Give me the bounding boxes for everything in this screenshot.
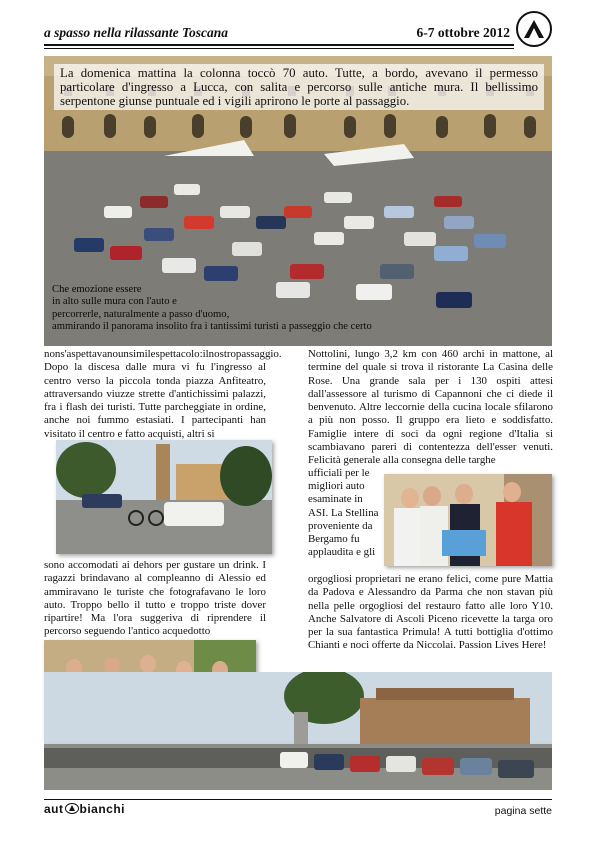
article-right-wrap: ufficiali per le migliori auto esaminate in ASI. La Stellina proveniente da Bergamo fu applaudita e gli	[308, 467, 379, 559]
hero-quote	[52, 284, 472, 333]
article-left-bottom: sono accomodati ai dehors per gustare un drink. I ragazzi brindavano al compleanno di Alessio ed ammiravano le turiste che fotografavano le loro auto. Troppo bello il tutto e troppo triste dover ripartire! Ma l'ora suggeriva di riprendere il percorso seguendo l'antico acquedotto	[44, 559, 266, 638]
issue-date: 6-7 ottobre 2012	[416, 25, 510, 40]
article-right-top: Nottolini, lungo 3,2 km con 460 archi in mattone, al termine del quale si trova il ristorante La Casina delle Rose. Una grande sala per i 130 ospiti attesi dall'assessore al turismo di Capannoni che ci diede il benvenuto. Altre leccornie della cucina locale sfilarono a più non posso. Il gruppo era lieto e soddisfatto. Famiglie intere di soci da ogni regione d'Italia si scambiavano pareri di contentezza dell'esser venuti. Felicità generale alla consegna delle targhe	[308, 348, 553, 467]
autobianchi-mark-icon	[65, 803, 79, 814]
page-header	[44, 22, 514, 44]
hero-quote-line: Che emozione essere	[52, 284, 142, 295]
header-rule-thin	[44, 48, 514, 49]
wide-rally-photo	[44, 672, 552, 790]
hero-photo	[44, 56, 552, 346]
article-left-top: nons'aspettavanounsimilespettacolo:ilnostropassaggio. Dopo la discesa dalle mura vi fu l'ingresso al centro verso la piccola tonda piazza Anfiteatro, attraversando viuzze strette d'antichissimi palazzi, fra i flash dei turisti. Tutte parcheggiate in ordine, anche noi fummo estasiati. I partecipanti han visitato il centro e fatto acquisti, altri si	[44, 348, 282, 440]
page-number-label: pagina sette	[494, 805, 552, 817]
street-photo	[56, 440, 272, 554]
header-rule-thick	[44, 44, 514, 46]
hero-quote-line: in alto sulle mura con l'auto e	[52, 296, 177, 308]
footer-brand-left: aut	[44, 802, 64, 816]
section-title: a spasso nella rilassante Toscana	[44, 25, 229, 40]
award-photo	[384, 474, 552, 566]
article-right-bottom: orgogliosi proprietari ne erano felici, come pure Mattia da Padova e Alessandro da Parma che non stavan più nella pelle orgogliosi del restauro fatto alle loro Y10. Anche Salvatore di Ascoli Piceno ricevette la targa oro per la sua fantastica Primula! A tutti bottiglia d'ottimo Chianti e noci offerte da Niccolai. Passion Lives Here!	[308, 573, 553, 652]
footer-brand	[44, 802, 125, 816]
hero-caption: La domenica mattina la colonna toccò 70 auto. Tutte, a bordo, avevano il permesso particolare d'ingresso a Lucca, con salita e percorso sulle antiche mura. Il bellissimo serpentone giunse puntuale ed i vigili aprirono le porte al passaggio.	[54, 64, 544, 110]
footer-brand-right: bianchi	[79, 802, 126, 816]
hero-quote-line: ammirando il panorama insolito fra i tantissimi turisti a passeggio che certo	[52, 320, 372, 332]
hero-quote-line: percorrerle, naturalmente a passo d'uomo,	[52, 308, 230, 320]
autobianchi-logo-icon	[516, 11, 552, 47]
footer-rule	[44, 799, 552, 800]
